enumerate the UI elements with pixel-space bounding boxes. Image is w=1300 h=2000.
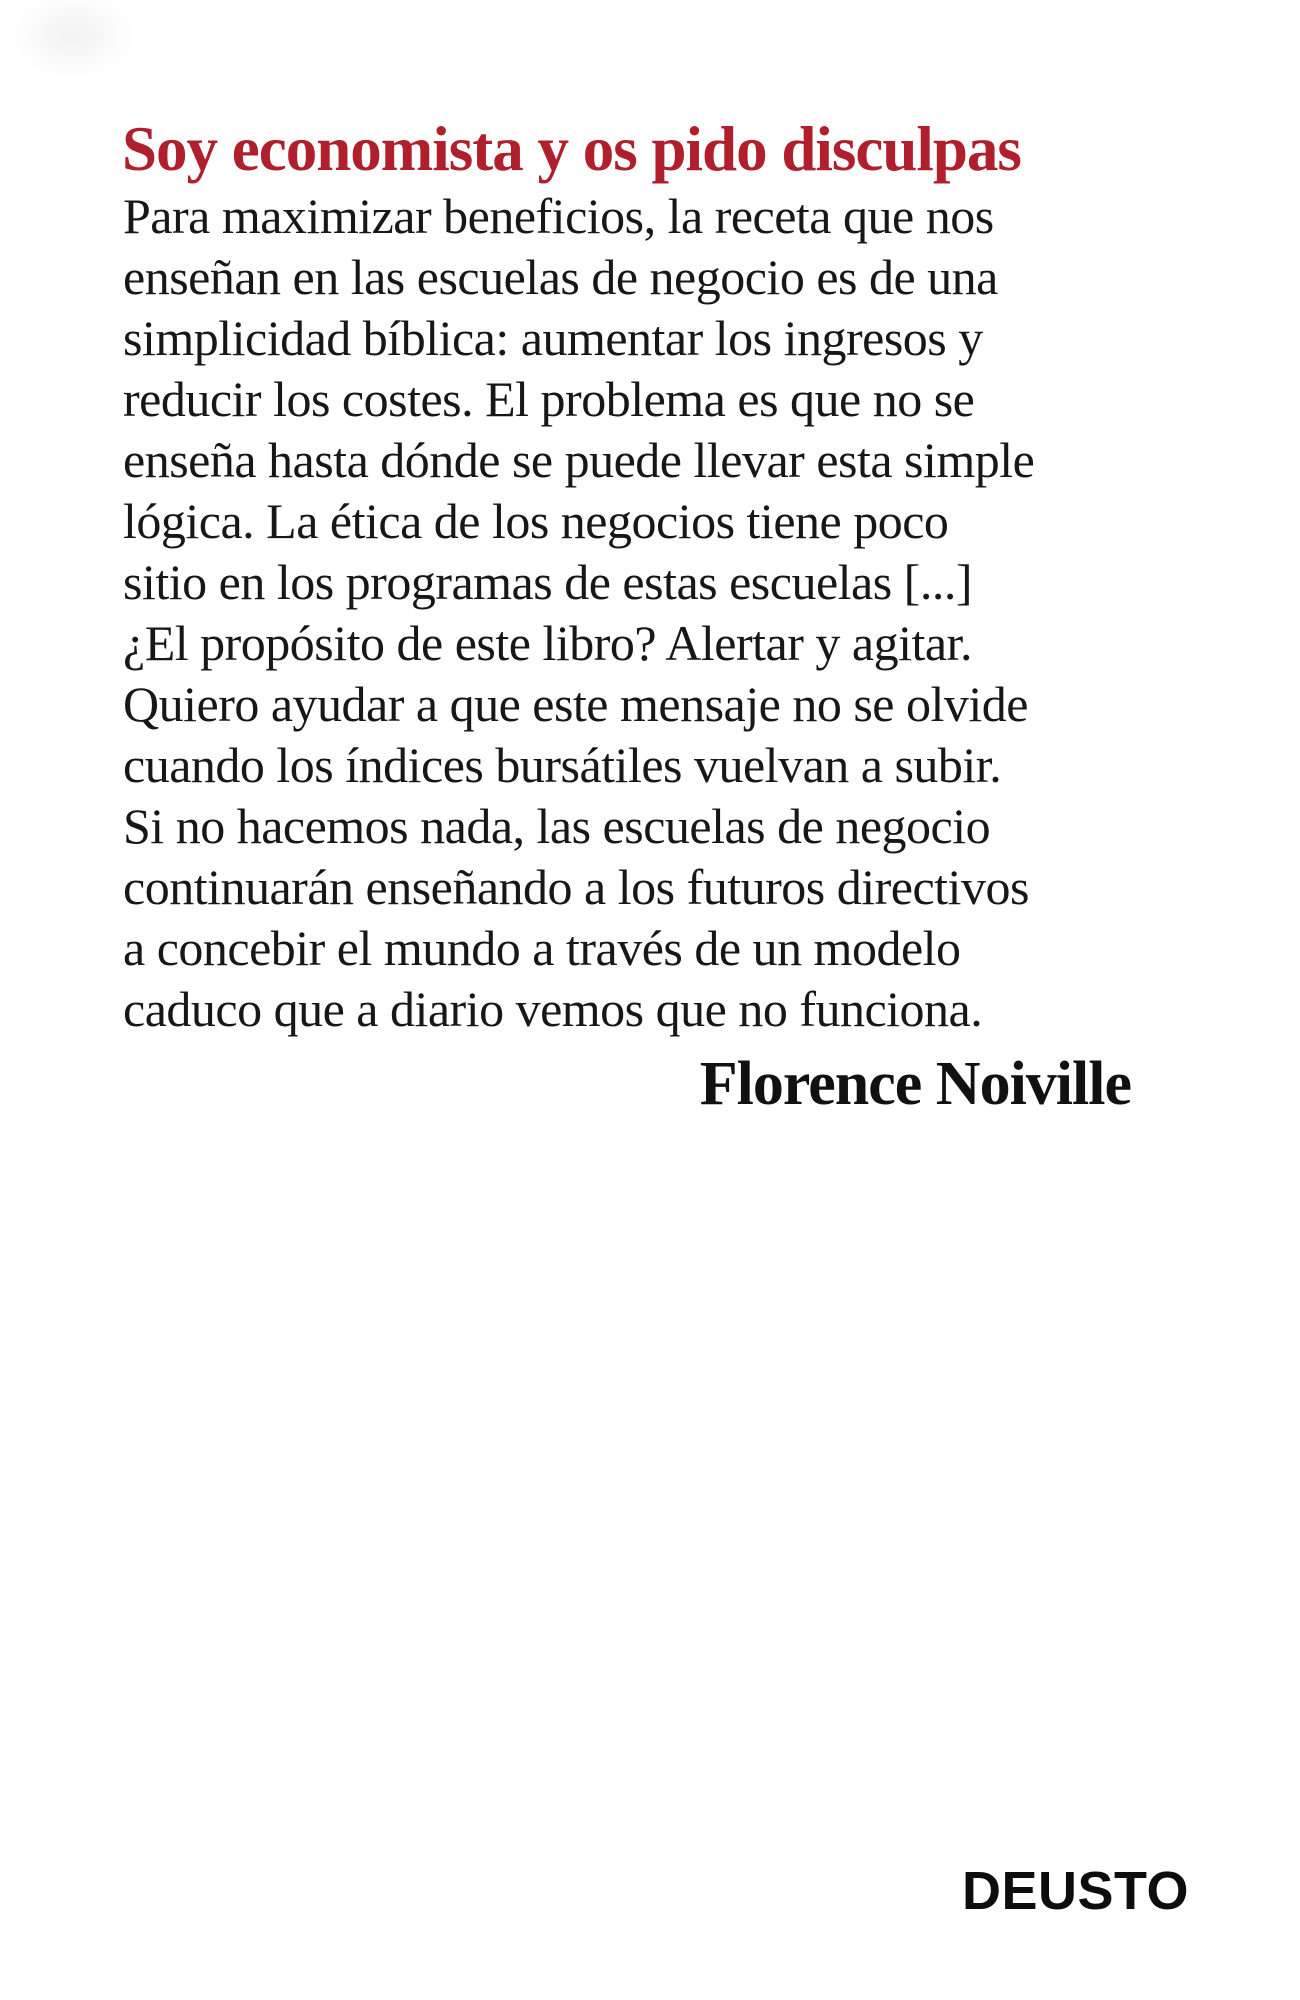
quote-line: reducir los costes. El problema es que no se (123, 371, 975, 427)
paper-smudge (8, 0, 138, 80)
quote-line: simplicidad bíblica: aumentar los ingresos y (123, 310, 983, 366)
author-name: Florence Noiville (699, 1050, 1131, 1118)
quote-line: caduco que a diario vemos que no funciona. (123, 981, 983, 1037)
quote-line: Para maximizar beneficios, la receta que nos (123, 188, 994, 244)
quote-line: enseña hasta dónde se puede llevar esta simple (123, 432, 1035, 488)
quote-line: enseñan en las escuelas de negocio es de una (123, 249, 998, 305)
publisher-logo: DEUSTO (962, 1861, 1190, 1921)
quote-line: Quiero ayudar a que este mensaje no se olvide (123, 676, 1028, 732)
quote-line: sitio en los programas de estas escuelas [...] (123, 554, 972, 610)
back-cover-quote (123, 186, 1131, 1118)
quote-line: a concebir el mundo a través de un modelo (123, 920, 961, 976)
quote-line: Si no hacemos nada, las escuelas de negocio (123, 798, 991, 854)
quote-line: continuarán enseñando a los futuros directivos (123, 859, 1029, 915)
quote-line: ¿El propósito de este libro? Alertar y agitar. (123, 615, 972, 671)
quote-line: cuando los índices bursátiles vuelvan a subir. (123, 737, 1002, 793)
quote-line: lógica. La ética de los negocios tiene poco (123, 493, 949, 549)
book-title: Soy economista y os pido disculpas (122, 114, 1021, 184)
